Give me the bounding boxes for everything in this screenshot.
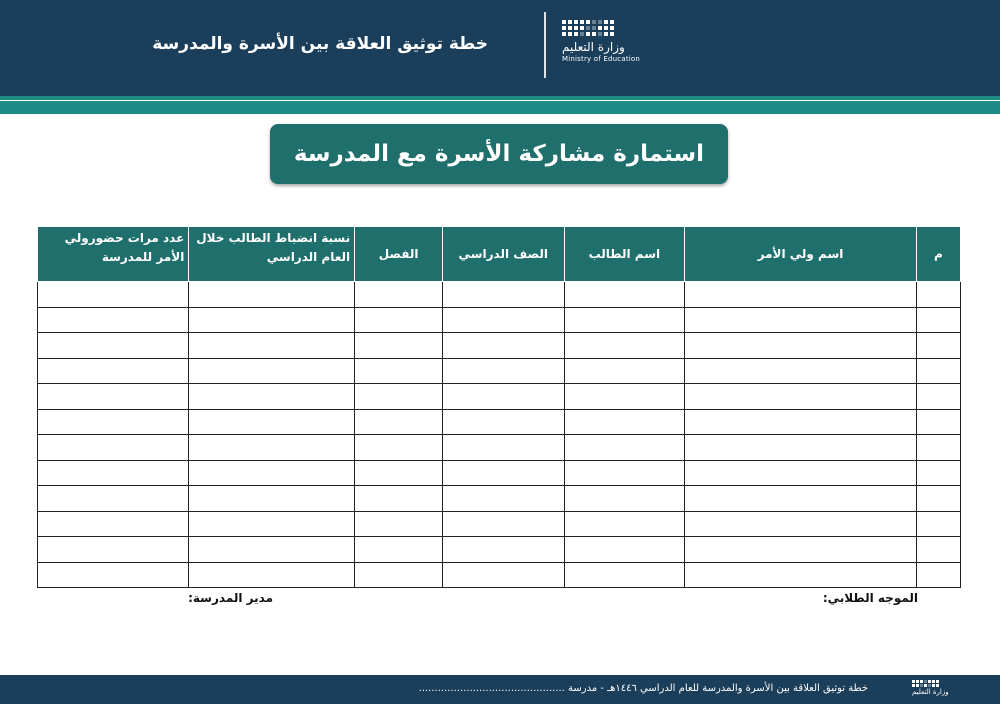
table-cell[interactable] xyxy=(189,282,355,308)
table-cell[interactable] xyxy=(685,486,917,512)
table-row xyxy=(38,307,961,333)
table-cell[interactable] xyxy=(564,282,685,308)
table-cell[interactable] xyxy=(564,435,685,461)
header-title: خطة توثيق العلاقة بين الأسرة والمدرسة xyxy=(152,34,488,54)
col-discipline-rate: نسبة انضباط الطالب خلال العام الدراسي xyxy=(189,227,355,282)
table-cell[interactable] xyxy=(916,562,960,588)
table-cell[interactable] xyxy=(189,511,355,537)
table-cell[interactable] xyxy=(685,358,917,384)
table-cell[interactable] xyxy=(443,511,564,537)
table-cell[interactable] xyxy=(916,333,960,359)
table-cell[interactable] xyxy=(916,409,960,435)
table-cell[interactable] xyxy=(916,486,960,512)
table-cell[interactable] xyxy=(38,358,189,384)
table-cell[interactable] xyxy=(189,333,355,359)
table-row xyxy=(38,282,961,308)
table-cell[interactable] xyxy=(916,460,960,486)
table-cell[interactable] xyxy=(916,384,960,410)
table-cell[interactable] xyxy=(443,435,564,461)
table-cell[interactable] xyxy=(685,511,917,537)
table-cell[interactable] xyxy=(38,282,189,308)
table-cell[interactable] xyxy=(355,358,443,384)
table-row xyxy=(38,333,961,359)
table-row xyxy=(38,511,961,537)
table-row xyxy=(38,486,961,512)
table-cell[interactable] xyxy=(189,486,355,512)
table-cell[interactable] xyxy=(355,460,443,486)
table-cell[interactable] xyxy=(564,333,685,359)
col-guardian-visits: عدد مرات حضورولي الأمر للمدرسة xyxy=(38,227,189,282)
header-divider xyxy=(544,12,546,78)
table-row xyxy=(38,537,961,563)
table-cell[interactable] xyxy=(443,333,564,359)
table-cell[interactable] xyxy=(564,307,685,333)
table-cell[interactable] xyxy=(443,358,564,384)
table-cell[interactable] xyxy=(685,435,917,461)
col-guardian-name: اسم ولي الأمر xyxy=(685,227,917,282)
footer-logo-dots-icon xyxy=(912,680,982,687)
table-cell[interactable] xyxy=(355,486,443,512)
table-cell[interactable] xyxy=(38,409,189,435)
footer-text: خطة توثيق العلاقة بين الأسرة والمدرسة للعام الدراسي ١٤٤٦هـ - مدرسة .............................................. xyxy=(418,683,868,694)
col-class: الفصل xyxy=(355,227,443,282)
table-cell[interactable] xyxy=(916,282,960,308)
table-cell[interactable] xyxy=(916,358,960,384)
table-row xyxy=(38,435,961,461)
table-cell[interactable] xyxy=(189,358,355,384)
participation-table xyxy=(37,226,961,588)
table-cell[interactable] xyxy=(38,333,189,359)
counselor-signature-label: الموجه الطلابي: xyxy=(822,591,918,605)
table-cell[interactable] xyxy=(685,537,917,563)
accent-stripe xyxy=(0,96,1000,114)
table-cell[interactable] xyxy=(564,409,685,435)
table-cell[interactable] xyxy=(189,409,355,435)
table-cell[interactable] xyxy=(564,562,685,588)
table-cell[interactable] xyxy=(355,307,443,333)
table-cell[interactable] xyxy=(38,486,189,512)
table-row xyxy=(38,409,961,435)
table-cell[interactable] xyxy=(38,384,189,410)
footer-bar xyxy=(0,675,1000,704)
logo-english-text: Ministry of Education xyxy=(562,55,641,63)
table-row xyxy=(38,358,961,384)
col-student-name: اسم الطالب xyxy=(564,227,685,282)
footer-ministry-logo xyxy=(912,680,982,696)
table-cell[interactable] xyxy=(355,384,443,410)
table-cell[interactable] xyxy=(38,537,189,563)
table-body xyxy=(38,282,961,588)
table-cell[interactable] xyxy=(189,537,355,563)
table-cell[interactable] xyxy=(564,384,685,410)
table-cell[interactable] xyxy=(916,537,960,563)
table-cell[interactable] xyxy=(685,307,917,333)
table-cell[interactable] xyxy=(443,486,564,512)
table-cell[interactable] xyxy=(685,384,917,410)
table-row xyxy=(38,562,961,588)
table-cell[interactable] xyxy=(355,537,443,563)
table-cell[interactable] xyxy=(355,333,443,359)
logo-arabic-text: وزارة التعليم xyxy=(562,40,625,54)
table-cell[interactable] xyxy=(685,282,917,308)
table-cell[interactable] xyxy=(443,460,564,486)
principal-signature-label: مدير المدرسة: xyxy=(188,591,273,605)
table-row xyxy=(38,460,961,486)
table-cell[interactable] xyxy=(443,562,564,588)
col-number: م xyxy=(916,227,960,282)
table-cell[interactable] xyxy=(685,409,917,435)
table-cell[interactable] xyxy=(564,537,685,563)
table-cell[interactable] xyxy=(355,435,443,461)
footer-logo-arabic-text: وزارة التعليم xyxy=(912,688,949,696)
table-cell[interactable] xyxy=(355,562,443,588)
table-cell[interactable] xyxy=(189,435,355,461)
table-cell[interactable] xyxy=(443,282,564,308)
table-cell[interactable] xyxy=(443,384,564,410)
table-cell[interactable] xyxy=(564,486,685,512)
table-cell[interactable] xyxy=(38,307,189,333)
table-cell[interactable] xyxy=(189,384,355,410)
table-cell[interactable] xyxy=(564,358,685,384)
table-cell[interactable] xyxy=(38,562,189,588)
table-cell[interactable] xyxy=(189,460,355,486)
table-cell[interactable] xyxy=(38,435,189,461)
table-cell[interactable] xyxy=(916,307,960,333)
table-cell[interactable] xyxy=(443,537,564,563)
table-cell[interactable] xyxy=(355,511,443,537)
table-cell[interactable] xyxy=(564,511,685,537)
table-row xyxy=(38,384,961,410)
table-cell[interactable] xyxy=(189,307,355,333)
table-cell[interactable] xyxy=(189,562,355,588)
table-cell[interactable] xyxy=(443,307,564,333)
table-cell[interactable] xyxy=(355,282,443,308)
header-bar xyxy=(0,0,1000,96)
table-cell[interactable] xyxy=(355,409,443,435)
form-title: استمارة مشاركة الأسرة مع المدرسة xyxy=(293,141,705,167)
ministry-logo xyxy=(562,20,652,78)
logo-dots-icon xyxy=(562,20,652,36)
table-cell[interactable] xyxy=(38,460,189,486)
table-cell[interactable] xyxy=(916,511,960,537)
table-cell[interactable] xyxy=(38,511,189,537)
table-cell[interactable] xyxy=(564,460,685,486)
table-cell[interactable] xyxy=(443,409,564,435)
table-cell[interactable] xyxy=(685,562,917,588)
table-header-row xyxy=(38,227,961,282)
form-title-box xyxy=(270,124,728,184)
table-cell[interactable] xyxy=(685,460,917,486)
table-cell[interactable] xyxy=(685,333,917,359)
col-grade: الصف الدراسي xyxy=(443,227,564,282)
table-cell[interactable] xyxy=(916,435,960,461)
